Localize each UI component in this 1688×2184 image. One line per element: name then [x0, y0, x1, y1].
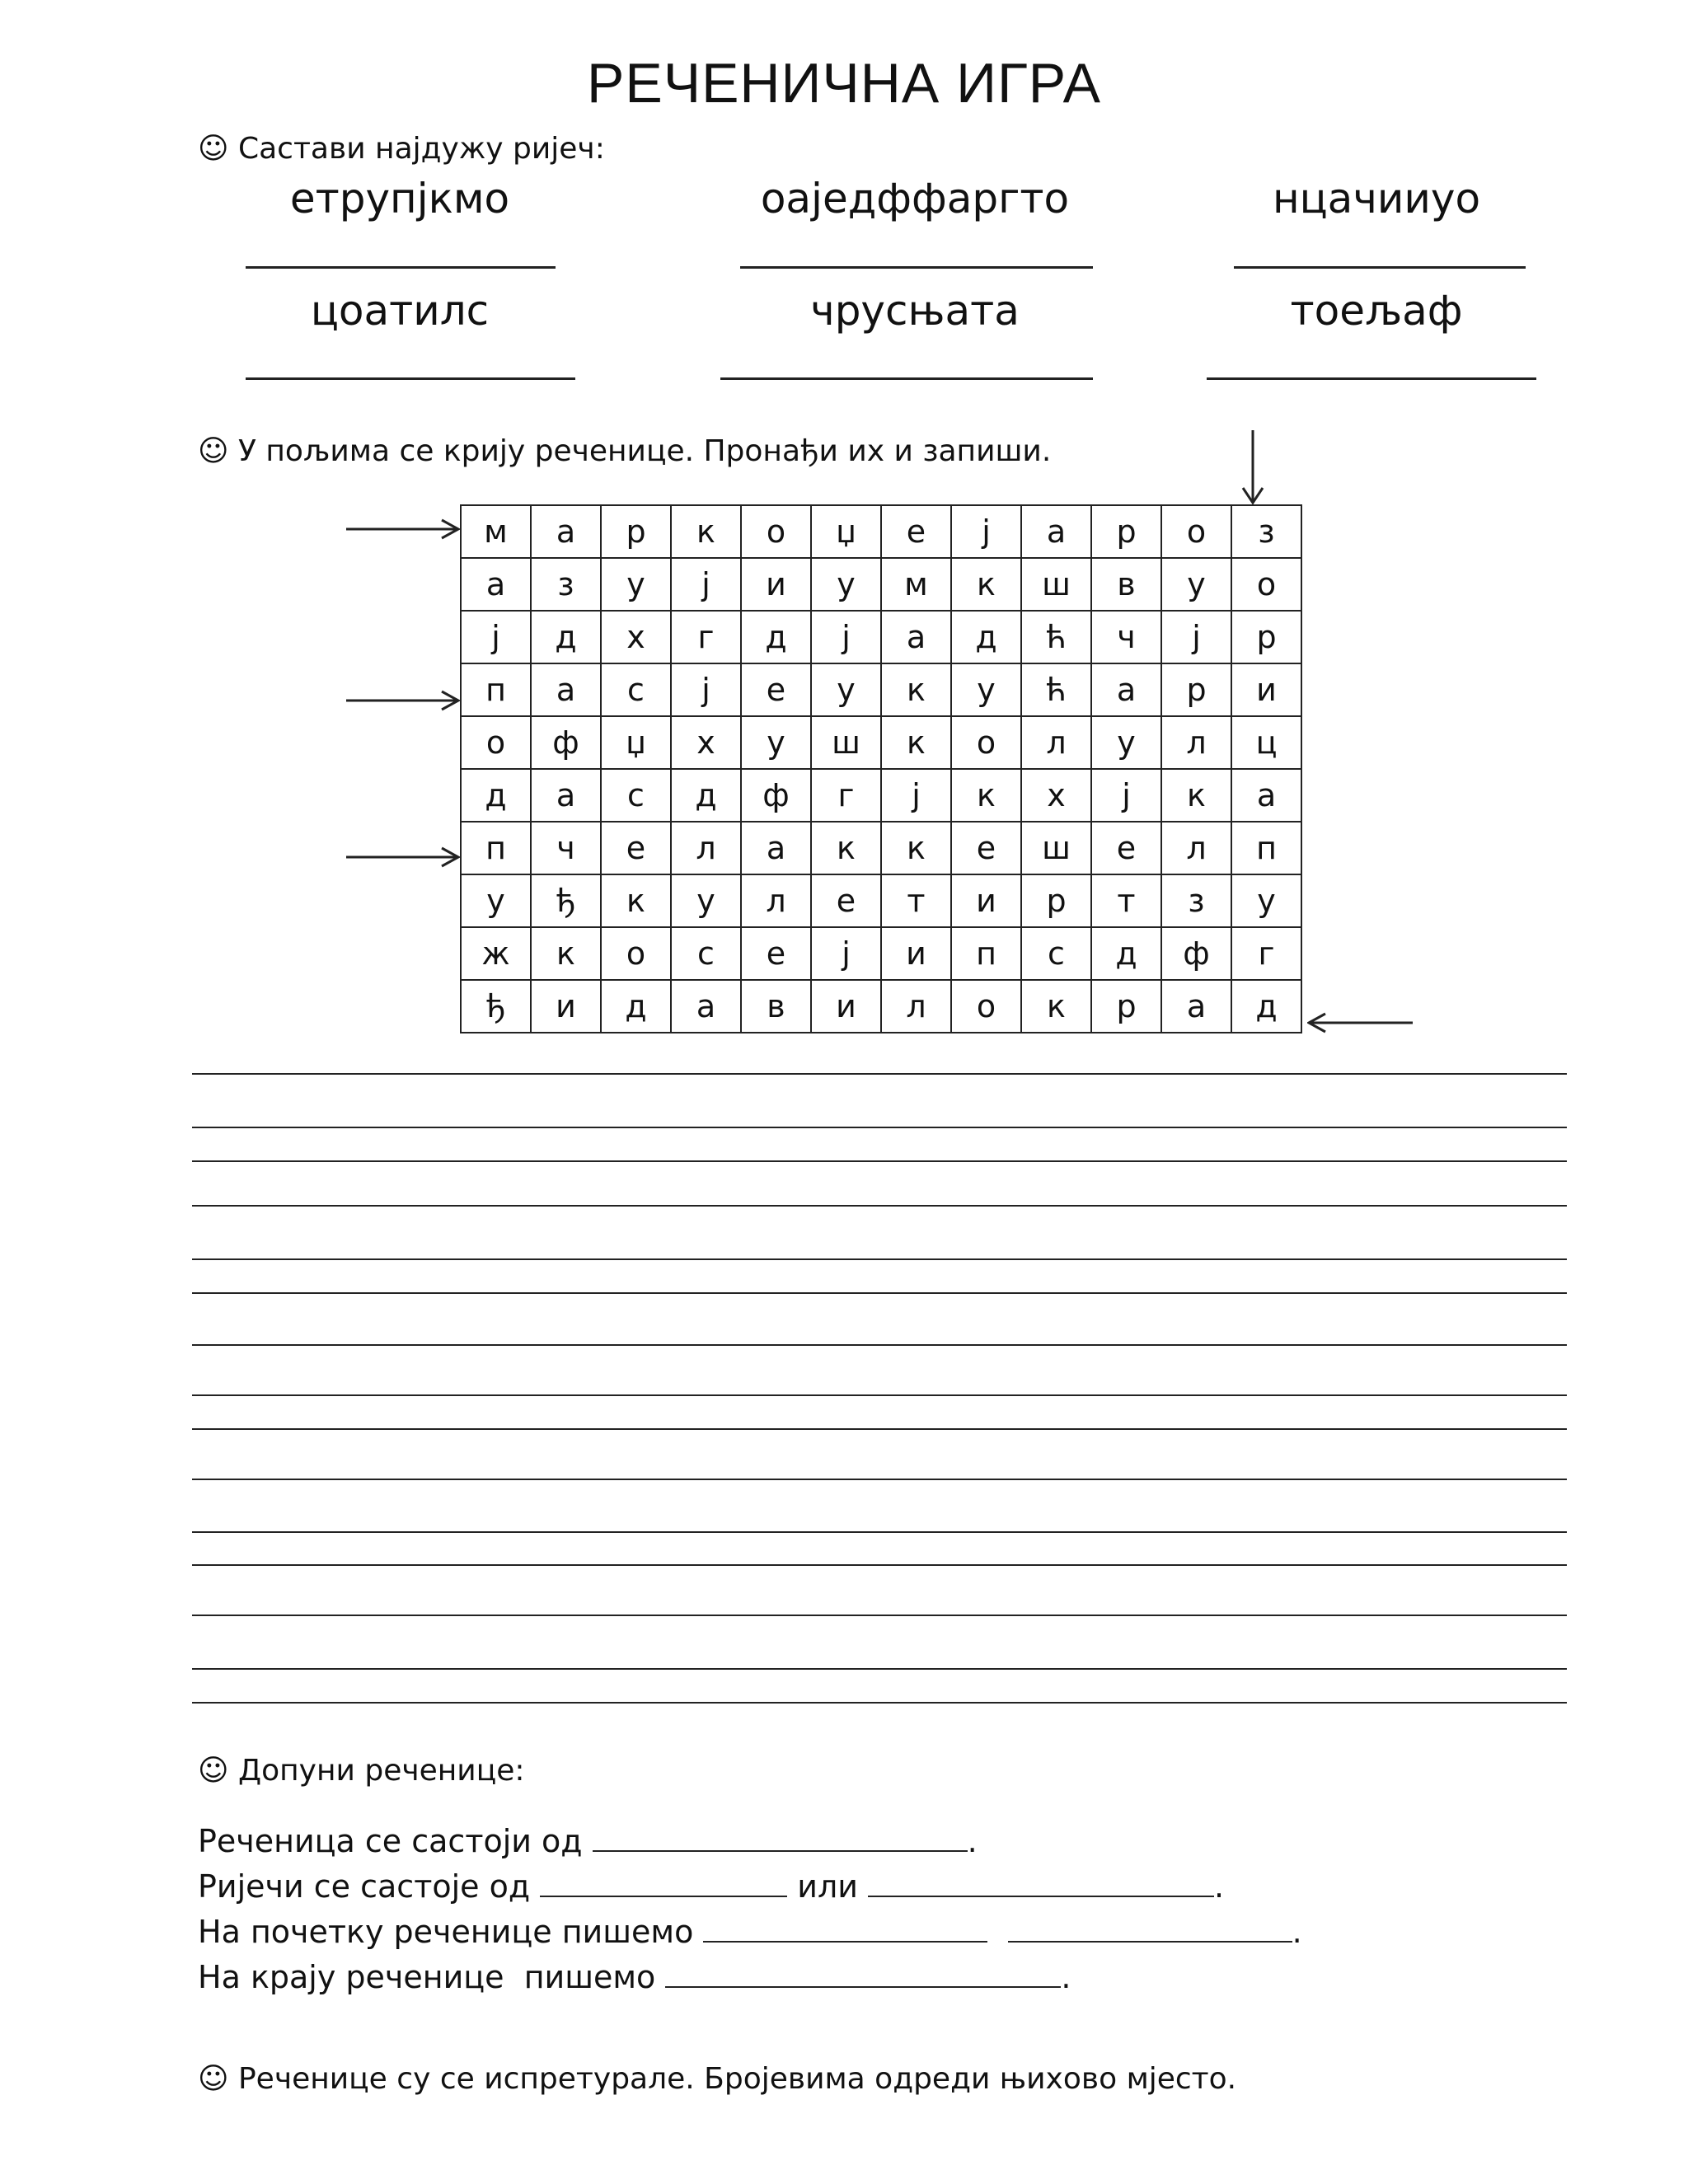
blank-field[interactable]	[665, 1953, 1061, 1988]
blank-field[interactable]	[540, 1863, 787, 1897]
grid-cell[interactable]: п	[461, 663, 531, 716]
grid-cell[interactable]: у	[1161, 558, 1231, 611]
grid-cell[interactable]: к	[881, 663, 951, 716]
grid-cell[interactable]: ц	[1231, 716, 1301, 769]
grid-cell[interactable]: и	[951, 874, 1021, 927]
grid-row	[461, 822, 1301, 874]
grid-cell[interactable]: в	[1091, 558, 1161, 611]
grid-cell[interactable]: д	[531, 611, 601, 663]
grid-cell[interactable]: д	[461, 769, 531, 822]
grid-cell[interactable]: о	[1161, 505, 1231, 558]
grid-cell[interactable]: к	[881, 822, 951, 874]
scrambled-word-6: тоељаф	[1290, 287, 1463, 335]
grid-cell[interactable]: ј	[811, 611, 881, 663]
grid-cell[interactable]: ј	[881, 769, 951, 822]
grid-cell[interactable]: а	[1231, 769, 1301, 822]
grid-cell[interactable]: л	[671, 822, 741, 874]
answer-line-5[interactable]	[720, 377, 1093, 380]
grid-cell[interactable]: д	[601, 980, 671, 1033]
grid-cell[interactable]: у	[811, 558, 881, 611]
fill-sentence-1: Реченица се састоји од .	[198, 1817, 978, 1859]
grid-cell[interactable]: а	[1161, 980, 1231, 1033]
grid-cell[interactable]: о	[461, 716, 531, 769]
grid-cell[interactable]: е	[741, 663, 811, 716]
grid-cell[interactable]: х	[671, 716, 741, 769]
grid-cell[interactable]: у	[1231, 874, 1301, 927]
grid-cell[interactable]: ј	[1091, 769, 1161, 822]
grid-cell[interactable]: ћ	[1021, 663, 1091, 716]
blank-field[interactable]	[703, 1908, 987, 1943]
grid-cell[interactable]: у	[811, 663, 881, 716]
answer-line-1[interactable]	[246, 266, 556, 269]
grid-cell[interactable]: с	[601, 663, 671, 716]
grid-cell[interactable]: п	[1231, 822, 1301, 874]
grid-cell[interactable]: а	[1091, 663, 1161, 716]
grid-cell[interactable]: а	[461, 558, 531, 611]
grid-row	[461, 558, 1301, 611]
grid-cell[interactable]: к	[881, 716, 951, 769]
letter-grid	[460, 504, 1302, 1033]
grid-cell[interactable]: д	[671, 769, 741, 822]
scrambled-word-2: оаједффаргто	[760, 175, 1070, 223]
grid-cell[interactable]: с	[1021, 927, 1091, 980]
grid-cell[interactable]: л	[881, 980, 951, 1033]
grid-cell[interactable]: р	[1091, 505, 1161, 558]
grid-cell[interactable]: с	[601, 769, 671, 822]
grid-cell[interactable]: ј	[461, 611, 531, 663]
grid-cell[interactable]: е	[951, 822, 1021, 874]
fill-sentence-4: На крају реченице пишемо .	[198, 1953, 1071, 1995]
grid-cell[interactable]: ј	[671, 558, 741, 611]
grid-row	[461, 927, 1301, 980]
grid-cell[interactable]: и	[811, 980, 881, 1033]
grid-cell[interactable]: г	[811, 769, 881, 822]
grid-cell[interactable]: е	[881, 505, 951, 558]
grid-row	[461, 505, 1301, 558]
grid-cell[interactable]: у	[671, 874, 741, 927]
grid-cell[interactable]: у	[951, 663, 1021, 716]
grid-cell[interactable]: к	[601, 874, 671, 927]
grid-cell[interactable]: у	[461, 874, 531, 927]
grid-cell[interactable]: х	[1021, 769, 1091, 822]
grid-cell[interactable]: ђ	[461, 980, 531, 1033]
grid-cell[interactable]: а	[531, 769, 601, 822]
grid-cell[interactable]: р	[1231, 611, 1301, 663]
grid-cell[interactable]: ф	[741, 769, 811, 822]
grid-cell[interactable]: м	[881, 558, 951, 611]
grid-cell[interactable]: у	[741, 716, 811, 769]
grid-cell[interactable]: а	[531, 505, 601, 558]
grid-cell[interactable]: г	[1231, 927, 1301, 980]
grid-cell[interactable]: к	[531, 927, 601, 980]
grid-cell[interactable]: з	[1161, 874, 1231, 927]
task4-instruction: ☺ Реченице су се испретурале. Бројевима одреди њихово мјесто.	[198, 2062, 1237, 2096]
scrambled-word-3: нцачииуо	[1272, 175, 1481, 223]
grid-cell[interactable]: ј	[811, 927, 881, 980]
grid-cell[interactable]: р	[1091, 980, 1161, 1033]
grid-cell[interactable]: и	[741, 558, 811, 611]
grid-row	[461, 874, 1301, 927]
grid-cell[interactable]: в	[741, 980, 811, 1033]
grid-cell[interactable]: л	[1021, 716, 1091, 769]
grid-cell[interactable]: к	[951, 558, 1021, 611]
grid-cell[interactable]: р	[1021, 874, 1091, 927]
down-arrow-icon	[1236, 429, 1269, 508]
scrambled-word-4: цоатилс	[310, 287, 490, 335]
answer-line-2[interactable]	[740, 266, 1093, 269]
grid-cell[interactable]: р	[1161, 663, 1231, 716]
grid-cell[interactable]: а	[531, 663, 601, 716]
grid-cell[interactable]: п	[951, 927, 1021, 980]
grid-cell[interactable]: џ	[601, 716, 671, 769]
grid-cell[interactable]: ш	[811, 716, 881, 769]
grid-cell[interactable]: д	[951, 611, 1021, 663]
grid-cell[interactable]: д	[1231, 980, 1301, 1033]
grid-cell[interactable]: т	[1091, 874, 1161, 927]
scrambled-word-1: етрупјкмо	[289, 175, 510, 223]
grid-cell[interactable]: г	[671, 611, 741, 663]
grid-cell[interactable]: ј	[1161, 611, 1231, 663]
grid-row	[461, 663, 1301, 716]
grid-cell[interactable]: и	[1231, 663, 1301, 716]
grid-cell[interactable]: л	[741, 874, 811, 927]
left-arrow-icon-row10	[1307, 1010, 1414, 1035]
grid-cell[interactable]: м	[461, 505, 531, 558]
grid-cell[interactable]: џ	[811, 505, 881, 558]
grid-cell[interactable]: а	[671, 980, 741, 1033]
answer-line-4[interactable]	[246, 377, 575, 380]
grid-cell[interactable]: ј	[951, 505, 1021, 558]
grid-cell[interactable]: ч	[1091, 611, 1161, 663]
blank-field[interactable]	[593, 1817, 968, 1852]
right-arrow-icon-row4	[345, 688, 460, 713]
grid-cell[interactable]: к	[951, 769, 1021, 822]
fill-sentence-2: Ријечи се састоје од или .	[198, 1863, 1224, 1905]
grid-cell[interactable]: т	[881, 874, 951, 927]
grid-cell[interactable]: к	[1161, 769, 1231, 822]
right-arrow-icon-row7	[345, 845, 460, 869]
grid-cell[interactable]: о	[601, 927, 671, 980]
scrambled-word-5: чрусњата	[810, 287, 1020, 335]
grid-cell[interactable]: з	[1231, 505, 1301, 558]
grid-cell[interactable]: ћ	[1021, 611, 1091, 663]
fill-sentence-3: На почетку реченице пишемо .	[198, 1908, 1302, 1950]
page-title: РЕЧЕНИЧНА ИГРА	[587, 52, 1101, 115]
grid-cell[interactable]: ф	[1161, 927, 1231, 980]
grid-cell[interactable]: ф	[531, 716, 601, 769]
grid-cell[interactable]: ђ	[531, 874, 601, 927]
grid-cell[interactable]: к	[1021, 980, 1091, 1033]
grid-cell[interactable]: е	[741, 927, 811, 980]
grid-cell[interactable]: ш	[1021, 822, 1091, 874]
grid-cell[interactable]: с	[671, 927, 741, 980]
grid-cell[interactable]: у	[1091, 716, 1161, 769]
grid-cell[interactable]: д	[1091, 927, 1161, 980]
grid-cell[interactable]: и	[881, 927, 951, 980]
blank-field[interactable]	[868, 1863, 1214, 1897]
grid-cell[interactable]: ж	[461, 927, 531, 980]
grid-cell[interactable]: е	[811, 874, 881, 927]
grid-cell[interactable]: о	[1231, 558, 1301, 611]
grid-cell[interactable]: о	[741, 505, 811, 558]
grid-cell[interactable]: у	[601, 558, 671, 611]
grid-cell[interactable]: ш	[1021, 558, 1091, 611]
grid-row	[461, 716, 1301, 769]
grid-row	[461, 769, 1301, 822]
grid-cell[interactable]: о	[951, 980, 1021, 1033]
grid-cell[interactable]: е	[601, 822, 671, 874]
grid-cell[interactable]: а	[1021, 505, 1091, 558]
answer-line-3[interactable]	[1234, 266, 1526, 269]
grid-cell[interactable]: к	[671, 505, 741, 558]
task2-instruction: ☺ У пољима се крију реченице. Пронађи их и запиши.	[198, 434, 1052, 468]
grid-cell[interactable]: ј	[671, 663, 741, 716]
grid-cell[interactable]: а	[741, 822, 811, 874]
blank-field[interactable]	[1008, 1908, 1292, 1943]
grid-cell[interactable]: е	[1091, 822, 1161, 874]
task1-instruction: ☺ Састави најдужу ријеч:	[198, 132, 605, 166]
grid-cell[interactable]: к	[811, 822, 881, 874]
grid-cell[interactable]: л	[1161, 822, 1231, 874]
grid-cell[interactable]: о	[951, 716, 1021, 769]
grid-cell[interactable]: з	[531, 558, 601, 611]
grid-cell[interactable]: д	[741, 611, 811, 663]
grid-cell[interactable]: л	[1161, 716, 1231, 769]
grid-row	[461, 980, 1301, 1033]
answer-line-6[interactable]	[1207, 377, 1536, 380]
grid-cell[interactable]: ч	[531, 822, 601, 874]
grid-row	[461, 611, 1301, 663]
grid-cell[interactable]: р	[601, 505, 671, 558]
right-arrow-icon-row1	[345, 517, 460, 541]
grid-cell[interactable]: и	[531, 980, 601, 1033]
grid-cell[interactable]: а	[881, 611, 951, 663]
grid-cell[interactable]: х	[601, 611, 671, 663]
grid-cell[interactable]: п	[461, 822, 531, 874]
task3-instruction: ☺ Допуни реченице:	[198, 1754, 525, 1788]
